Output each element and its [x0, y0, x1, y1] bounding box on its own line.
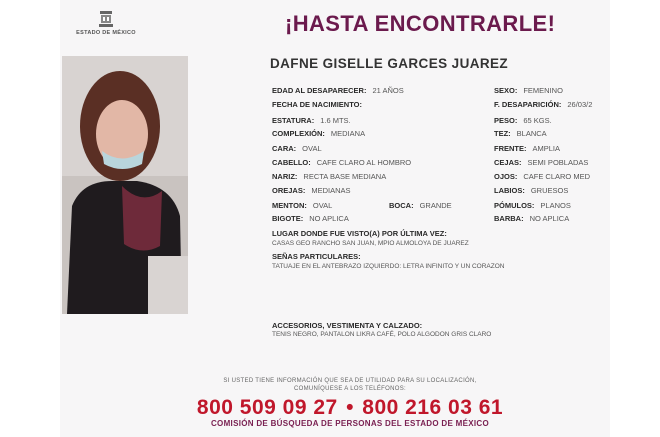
labios-label: LABIOS: [494, 186, 525, 195]
phone-1: 800 509 09 27 [196, 396, 338, 419]
barba-label: BARBA: [494, 214, 524, 223]
sexo-label: SEXO: [494, 86, 518, 95]
logo-text: ESTADO DE MÉXICO [76, 30, 136, 36]
field-boca [389, 201, 452, 210]
edad-label: EDAD AL DESAPARECER: [272, 86, 367, 95]
marks-value: TATUAJE EN EL ANTEBRAZO IZQUIERDO: LETRA INFINITO Y UN CORAZON [272, 263, 505, 270]
phone-numbers [170, 396, 530, 420]
complexion-value: MEDIANA [330, 129, 366, 138]
field-estatura [272, 116, 351, 125]
orejas-label: OREJAS: [272, 186, 306, 195]
field-nacimiento [272, 100, 368, 109]
peso-value: 65 KGS. [523, 116, 552, 125]
estatura-label: ESTATURA: [272, 116, 315, 125]
phone-separator: • [346, 396, 354, 419]
bigote-value: NO APLICA [309, 214, 349, 223]
cara-label: CARA: [272, 144, 297, 153]
clothing-label: ACCESORIOS, VESTIMENTA Y CALZADO: [272, 321, 423, 330]
frente-label: FRENTE: [494, 144, 527, 153]
desaparicion-label: F. DESAPARICIÓN: [494, 100, 562, 109]
field-menton [272, 201, 332, 210]
cabello-label: CABELLO: [272, 158, 311, 167]
cara-value: OVAL [302, 144, 322, 153]
field-sexo [494, 86, 563, 95]
field-barba [494, 214, 569, 223]
field-edad [272, 86, 404, 95]
edad-value: 21 AÑOS [372, 86, 404, 95]
ojos-value: CAFE CLARO MED [523, 172, 591, 181]
desaparicion-value: 26/03/2 [567, 100, 593, 109]
sexo-value: FEMENINO [523, 86, 563, 95]
last-seen-label: LUGAR DONDE FUE VISTO(A) POR ÚLTIMA VEZ: [272, 229, 447, 238]
field-desaparicion [494, 100, 592, 109]
field-cara [272, 144, 322, 153]
field-nariz [272, 172, 386, 181]
nariz-value: RECTA BASE MEDIANA [303, 172, 387, 181]
ojos-label: OJOS: [494, 172, 518, 181]
bigote-label: BIGOTE: [272, 214, 304, 223]
tez-value: BLANCA [516, 129, 547, 138]
person-name: DAFNE GISELLE GARCES JUAREZ [270, 56, 509, 71]
frente-value: AMPLIA [532, 144, 561, 153]
estatura-value: 1.6 MTS. [320, 116, 351, 125]
menton-label: MENTON: [272, 201, 307, 210]
tez-label: TEZ: [494, 129, 511, 138]
poster-title: ¡HASTA ENCONTRARLE! [285, 11, 556, 36]
cejas-value: SEMI POBLADAS [527, 158, 589, 167]
field-cabello [272, 158, 411, 167]
orejas-value: MEDIANAS [311, 186, 351, 195]
info-line-2: COMUNÍQUESE A LOS TELÉFONOS: [294, 386, 406, 392]
boca-label: BOCA: [389, 201, 414, 210]
field-cejas [494, 158, 588, 167]
field-ojos [494, 172, 590, 181]
barba-value: NO APLICA [529, 214, 570, 223]
phone-2: 800 216 03 61 [362, 396, 504, 419]
field-peso [494, 116, 552, 125]
field-frente [494, 144, 560, 153]
menton-value: OVAL [312, 201, 333, 210]
pomulos-label: PÓMULOS: [494, 201, 535, 210]
complexion-label: COMPLEXIÓN: [272, 129, 325, 138]
nacimiento-label: FECHA DE NACIMIENTO: [272, 100, 362, 109]
field-labios [494, 186, 568, 195]
marks-label: SEÑAS PARTICULARES: [272, 252, 361, 261]
field-pomulos [494, 201, 571, 210]
info-line-1: SI USTED TIENE INFORMACIÓN QUE SEA DE UTILIDAD PARA SU LOCALIZACIÓN, [223, 378, 477, 384]
pomulos-value: PLANOS [540, 201, 571, 210]
field-tez [494, 129, 547, 138]
last-seen-value: CASAS GEO RANCHO SAN JUAN, MPIO ALMOLOYA DE JUAREZ [272, 240, 469, 247]
commission-name: COMISIÓN DE BÚSQUEDA DE PERSONAS DEL ESTADO DE MÉXICO [210, 419, 489, 428]
labios-value: GRUESOS [530, 186, 569, 195]
person-photo-illustration [62, 56, 188, 314]
person-photo [62, 56, 188, 314]
cabello-value: CAFE CLARO AL HOMBRO [316, 158, 412, 167]
nariz-label: NARIZ: [272, 172, 298, 181]
field-orejas [272, 186, 351, 195]
clothing-value: TENIS NEGRO, PANTALON LIKRA CAFÉ, POLO ALGODON GRIS CLARO [272, 331, 492, 338]
cejas-label: CEJAS: [494, 158, 522, 167]
state-emblem-icon [97, 10, 115, 28]
field-bigote [272, 214, 349, 223]
field-complexion [272, 129, 365, 138]
peso-label: PESO: [494, 116, 518, 125]
state-logo [71, 10, 141, 36]
boca-value: GRANDE [419, 201, 452, 210]
